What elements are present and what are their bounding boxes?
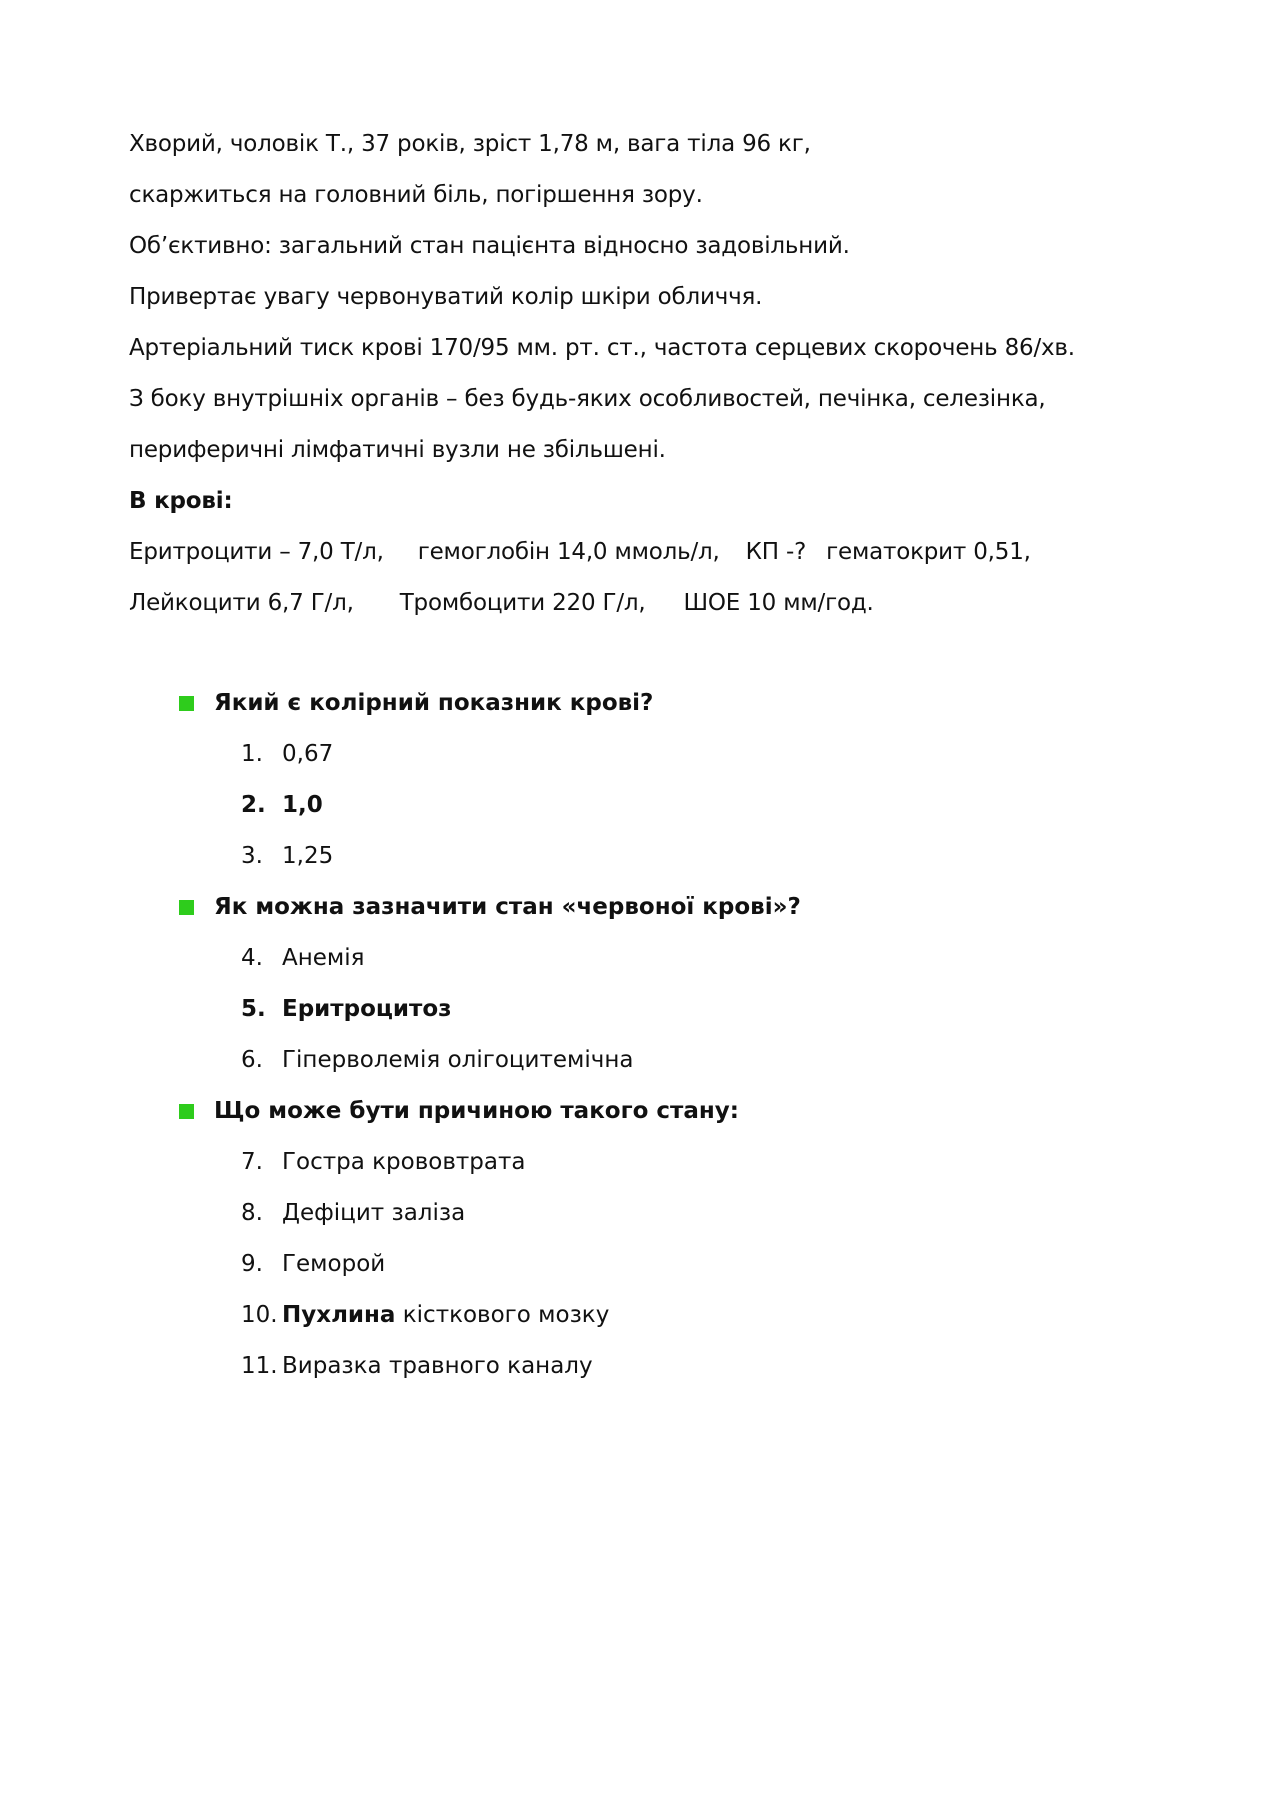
- case-line-2: скаржиться на головний біль, погіршення зору.: [129, 182, 703, 208]
- esr-value: ШОЕ 10 мм/год.: [683, 590, 874, 616]
- answer-text: кісткового мозку: [395, 1302, 610, 1328]
- answer-list-2: [175, 933, 1175, 1086]
- answer-number: 2.: [241, 792, 266, 818]
- case-line-1: Хворий, чоловік Т., 37 років, зріст 1,78 м, вага тіла 96 кг,: [129, 131, 811, 157]
- leukocytes-value: Лейкоцити 6,7 Г/л,: [129, 590, 354, 616]
- answer-number: 4.: [241, 945, 263, 971]
- green-square-bullet-icon: [179, 1104, 194, 1119]
- blood-heading: В крові:: [129, 488, 233, 514]
- question-1: [175, 678, 1175, 729]
- answer-item-correct: [175, 984, 1175, 1035]
- case-line-5: Артеріальний тиск крові 170/95 мм. рт. ст., частота серцевих скорочень 86/хв.: [129, 335, 1075, 361]
- answer-item: [175, 1188, 1175, 1239]
- blood-row-1: [129, 527, 1169, 578]
- answer-item: [175, 1035, 1175, 1086]
- case-line-3: Об’єктивно: загальний стан пацієнта відносно задовільний.: [129, 233, 850, 259]
- answer-item: [175, 1137, 1175, 1188]
- answer-list-1: [175, 729, 1175, 882]
- question-3: [175, 1086, 1175, 1137]
- question-2: [175, 882, 1175, 933]
- answer-item: [175, 1341, 1175, 1392]
- question-text: Що може бути причиною такого стану:: [214, 1098, 739, 1124]
- answer-number: 1.: [241, 741, 263, 767]
- green-square-bullet-icon: [179, 900, 194, 915]
- answer-text: Геморой: [282, 1251, 386, 1277]
- answer-text-emphasis: Пухлина: [282, 1302, 396, 1328]
- answer-number: 6.: [241, 1047, 263, 1073]
- green-square-bullet-icon: [179, 696, 194, 711]
- answer-text: 0,67: [282, 741, 334, 767]
- answer-number: 8.: [241, 1200, 263, 1226]
- case-line-6: З боку внутрішніх органів – без будь-яких особливостей, печінка, селезінка,: [129, 386, 1046, 412]
- erythrocytes-value: Еритроцити – 7,0 Т/л,: [129, 539, 384, 565]
- answer-text: Гостра крововтрата: [282, 1149, 526, 1175]
- questions-section: [175, 678, 1175, 1392]
- answer-text: 1,25: [282, 843, 334, 869]
- platelets-value: Тромбоцити 220 Г/л,: [399, 590, 646, 616]
- answer-item: [175, 933, 1175, 984]
- answer-number: 7.: [241, 1149, 263, 1175]
- question-text: Як можна зазначити стан «червоної крові»?: [214, 894, 801, 920]
- answer-number: 3.: [241, 843, 263, 869]
- answer-number: 5.: [241, 996, 266, 1022]
- answer-text: Еритроцитоз: [282, 996, 452, 1022]
- answer-item-correct: [175, 780, 1175, 831]
- answer-text: Дефіцит заліза: [282, 1200, 466, 1226]
- hematocrit-value: гематокрит 0,51,: [826, 539, 1031, 565]
- answer-list-3: [175, 1137, 1175, 1392]
- answer-number: 10.: [241, 1302, 278, 1328]
- color-index-value: КП -?: [745, 539, 807, 565]
- answer-text: Анемія: [282, 945, 365, 971]
- answer-number: 11.: [241, 1353, 278, 1379]
- answer-item: [175, 729, 1175, 780]
- answer-item: [175, 831, 1175, 882]
- case-line-7: периферичні лімфатичні вузли не збільшені.: [129, 437, 666, 463]
- case-description: [129, 119, 1169, 629]
- answer-number: 9.: [241, 1251, 263, 1277]
- hemoglobin-value: гемоглобін 14,0 ммоль/л,: [417, 539, 720, 565]
- answer-item: [175, 1239, 1175, 1290]
- answer-text: Виразка травного каналу: [282, 1353, 593, 1379]
- case-line-4: Привертає увагу червонуватий колір шкіри обличчя.: [129, 284, 763, 310]
- answer-text: 1,0: [282, 792, 323, 818]
- answer-text: Гіперволемія олігоцитемічна: [282, 1047, 634, 1073]
- answer-item: [175, 1290, 1175, 1341]
- blood-row-2: [129, 578, 1169, 629]
- question-text: Який є колірний показник крові?: [214, 690, 654, 716]
